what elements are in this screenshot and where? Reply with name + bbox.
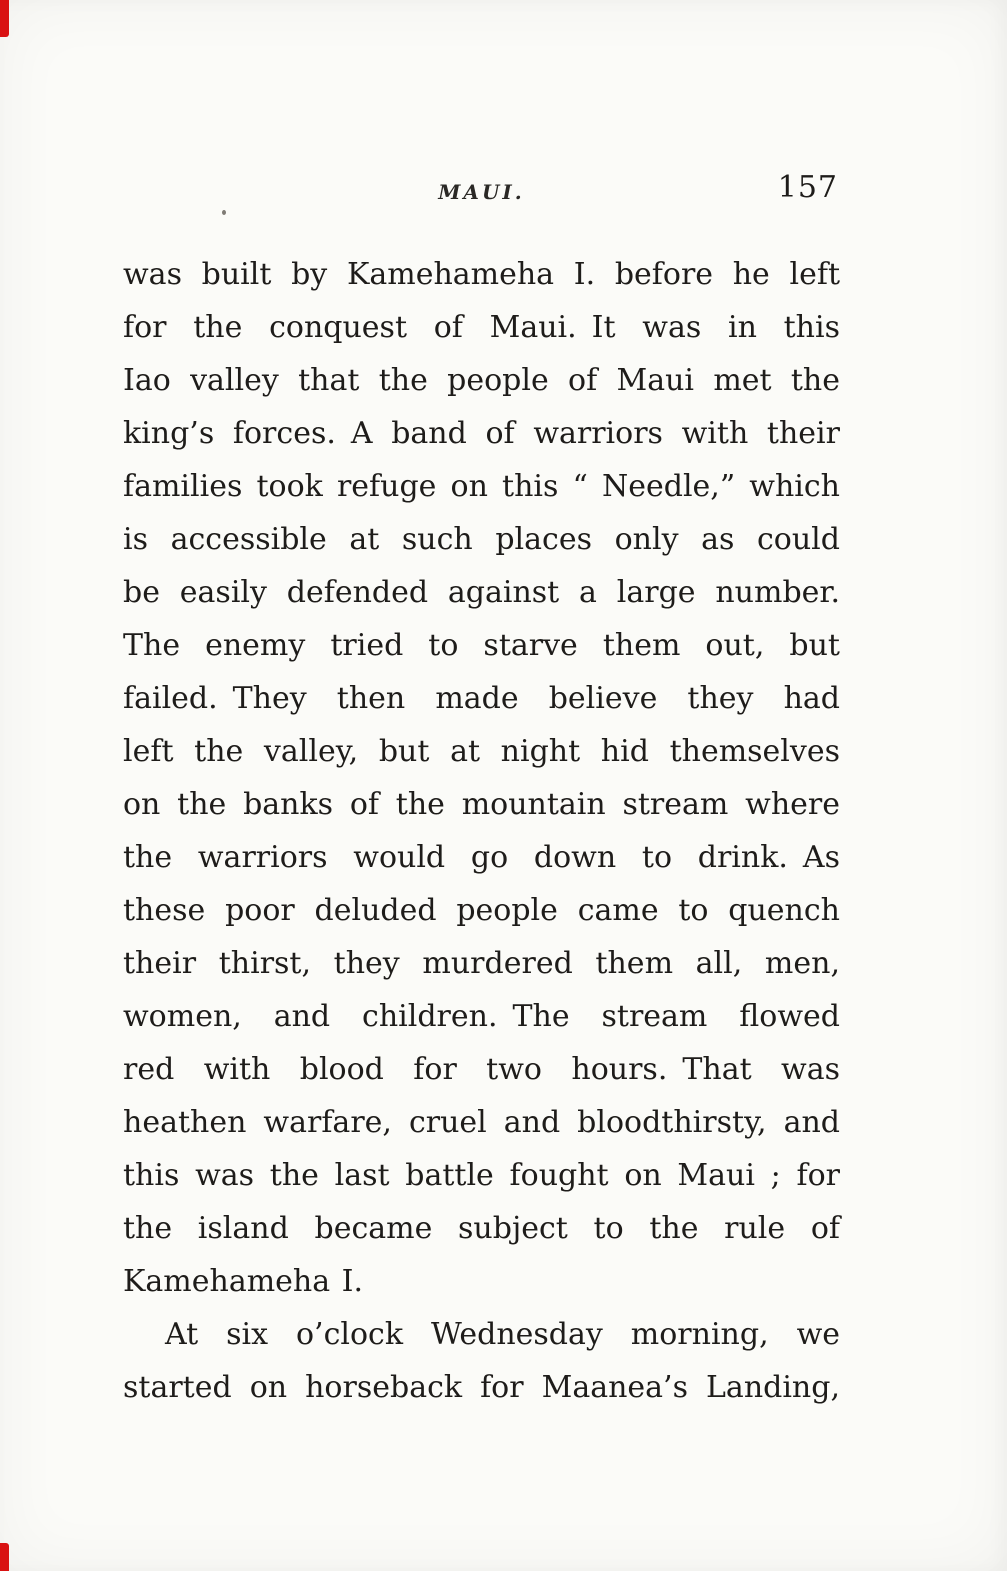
body-line: their thirst, they murdered them all, men, bbox=[123, 946, 840, 981]
body-line: the warriors would go down to drink. As bbox=[123, 840, 840, 875]
page-title: MAUI. bbox=[438, 180, 525, 204]
body-line: women, and children. The stream flowed bbox=[123, 999, 840, 1034]
body-line: left the valley, but at night hid themselves bbox=[123, 734, 840, 769]
body-line: heathen warfare, cruel and bloodthirsty, and bbox=[123, 1105, 840, 1140]
text-column bbox=[123, 170, 840, 1414]
body-line: failed. They then made believe they had bbox=[123, 681, 840, 716]
body-line: The enemy tried to starve them out, but bbox=[123, 628, 840, 663]
running-head bbox=[123, 170, 840, 248]
body-line: Kamehameha I. bbox=[123, 1264, 364, 1299]
body-line: red with blood for two hours. That was bbox=[123, 1052, 840, 1087]
body-line: is accessible at such places only as could bbox=[123, 522, 840, 557]
body-line: on the banks of the mountain stream where bbox=[123, 787, 840, 822]
body-line: the island became subject to the rule of bbox=[123, 1211, 840, 1246]
body-line: king’s forces. A band of warriors with their bbox=[123, 416, 840, 451]
body-line: families took refuge on this “ Needle,” which bbox=[123, 469, 840, 504]
scan-artifact-red-bottom-left bbox=[0, 1543, 9, 1571]
body-line: for the conquest of Maui. It was in this bbox=[123, 310, 840, 345]
body-line: these poor deluded people came to quench bbox=[123, 893, 840, 928]
body-line-paragraph-start: At six o’clock Wednesday morning, we bbox=[165, 1317, 840, 1352]
body-text bbox=[123, 248, 840, 1414]
body-line: Iao valley that the people of Maui met the bbox=[123, 363, 840, 398]
body-line: was built by Kamehameha I. before he left bbox=[123, 257, 840, 292]
scan-artifact-red-top-left bbox=[0, 0, 9, 37]
body-line: be easily defended against a large number. bbox=[123, 575, 840, 610]
body-line: this was the last battle fought on Maui ; for bbox=[123, 1158, 840, 1193]
body-line: started on horseback for Maanea’s Landing, bbox=[123, 1370, 840, 1405]
page-number: 157 bbox=[777, 170, 838, 205]
